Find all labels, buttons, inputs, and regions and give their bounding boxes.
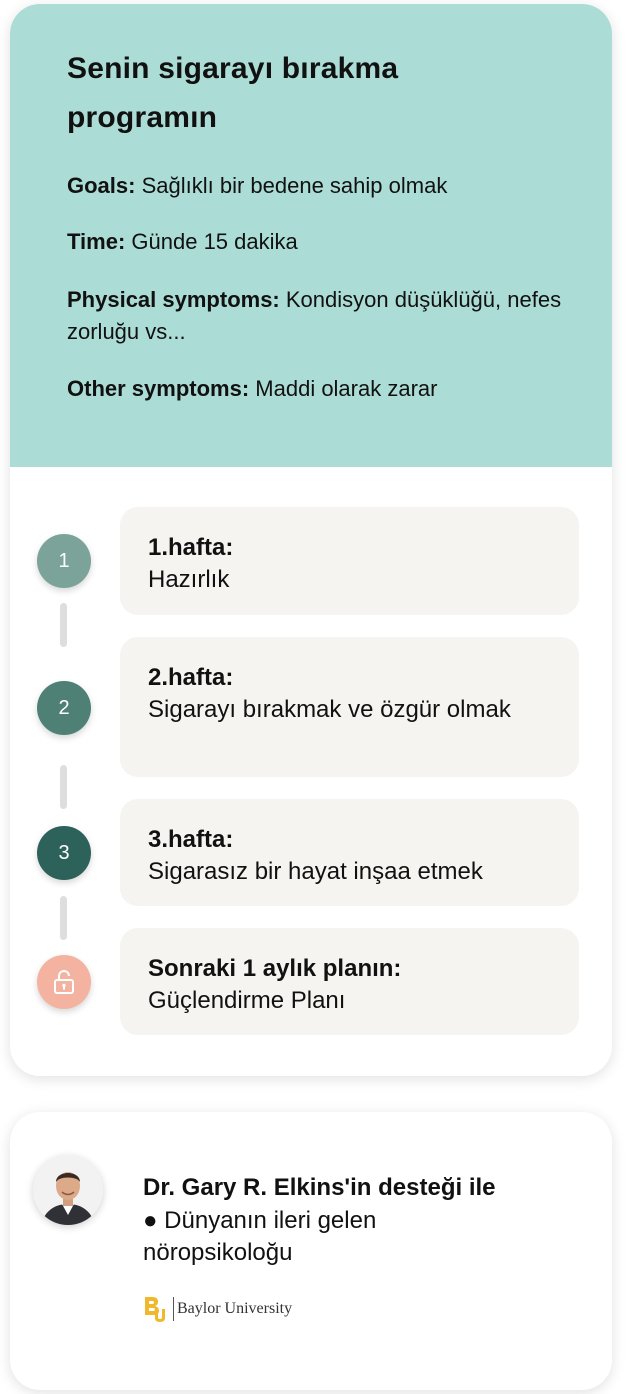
expert-description: ● Dünyanın ileri gelen nöropsikoloğu	[143, 1207, 377, 1266]
avatar	[33, 1155, 103, 1225]
doctor-portrait	[33, 1155, 103, 1225]
step-heading: 3.hafta:	[148, 826, 234, 853]
step-1-badge: 1	[37, 534, 91, 588]
info-other-symptoms: Other symptoms: Maddi olarak zarar	[67, 376, 438, 401]
next-plan-badge	[37, 955, 91, 1009]
program-card	[10, 4, 612, 1076]
timeline-connector	[60, 896, 67, 940]
step-week-2[interactable]	[120, 637, 579, 777]
program-summary	[10, 4, 612, 467]
baylor-bu-icon	[143, 1295, 167, 1323]
step-description: Hazırlık	[148, 566, 230, 593]
step-heading: Sonraki 1 aylık planın:	[148, 955, 402, 982]
expert-support-card	[10, 1112, 612, 1390]
step-description: Güçlendirme Planı	[148, 987, 346, 1014]
step-description: Sigarayı bırakmak ve özgür olmak	[148, 696, 511, 723]
info-time: Time: Günde 15 dakika	[67, 229, 298, 254]
timeline-connector	[60, 765, 67, 809]
baylor-logo	[143, 1294, 292, 1324]
info-physical-symptoms: Physical symptoms: Kondisyon düşüklüğü, nefes zorluğu vs...	[67, 287, 562, 344]
info-goals: Goals: Sağlıklı bir bedene sahip olmak	[67, 173, 448, 198]
step-heading: 1.hafta:	[148, 534, 234, 561]
logo-divider	[173, 1297, 174, 1321]
step-3-badge: 3	[37, 826, 91, 880]
step-2-badge: 2	[37, 681, 91, 735]
step-week-3[interactable]	[120, 799, 579, 906]
expert-title: Dr. Gary R. Elkins'in desteği ile	[143, 1174, 496, 1201]
step-description: Sigarasız bir hayat inşaa etmek	[148, 858, 483, 885]
timeline-connector	[60, 603, 67, 647]
unlock-icon	[51, 968, 77, 996]
step-week-1[interactable]	[120, 507, 579, 615]
step-heading: 2.hafta:	[148, 664, 234, 691]
program-title: Senin sigarayı bırakma programın	[67, 52, 399, 134]
university-name: Baylor University	[177, 1300, 293, 1317]
next-plan-item[interactable]	[120, 928, 579, 1035]
